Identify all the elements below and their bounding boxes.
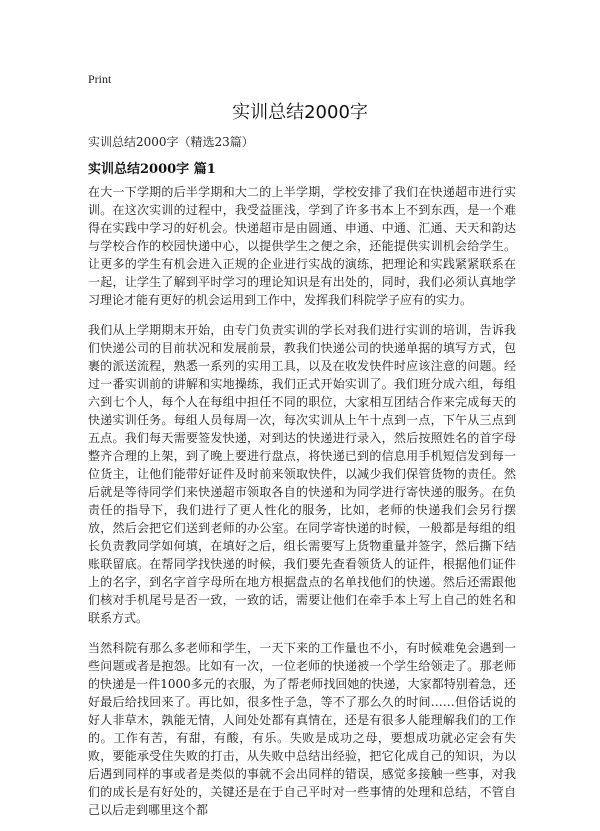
page-title: 实训总结2000字	[232, 102, 368, 123]
paragraph-3: 当然科院有那么多老师和学生，一天下来的工作量也不小，有时候难免会遇到一些问题或者是抱怨。比如有一次，一位老师的快递被一个学生给领走了。那老师的快递是一件1000多元的衣服，为了帮老师找回她的快递，大家都特别着急，还好最后给找回来了。再比如，很多性子急，等不了那么久的时间……但俗话说的好人非草木，孰能无情，人间处处都有真情在，还是有很多人能理解我们的工作的。工作有苦，有甜，有酸，有乐。失败是成功之母，要想成功就必定会有失败，要能承受住失败的打击，从失败中总结出经验，把它化成自己的知识，为以后遇到同样的事或者是类似的事就不会出同样的错误，感觉多接触一些事，对我们的成长是有好处的，关键还是在于自己平时对一些事情的处理和总结，不管自己以后走到哪里这个都	[88, 641, 516, 817]
paragraph-1: 在大一下学期的后半学期和大二的上半学期，学校安排了我们在快递超市进行实训。在这次实训的过程中，我受益匪浅，学到了许多书本上不到东西，是一个难得在实践中学习的好机会。快递超市是由圆通、申通、中通、汇通、天天和韵达与学校合作的校园快递中心，以提供学生之便之余，还能提供实训机会给学生。让更多的学生有机会进入正规的企业进行实战的演练，把理论和实践紧紧联系在一起，让学生了解到平时学习的理论知识是有出处的，同时，我们必须认真地学习理论才能有更好的机会运用到工作中，发挥我们科院学子应有的实力。	[88, 185, 516, 307]
print-label: Print	[88, 72, 112, 86]
paragraph-2: 我们从上学期期末开始，由专门负责实训的学长对我们进行实训的培训，告诉我们快递公司的目前状况和发展前景，教我们快递公司的快递单据的填写方式，包裹的派送流程，熟悉一系列的实用工具，以及在收发快件时应该注意的问题。经过一番实训前的讲解和实地操练，我们正式开始实训了。我们班分成六组，每组六到七个人，每个人在每组中担任不同的职位，大家相互团结合作来完成每天的快递实训任务。每组人员每周一次，每次实训从上午十点到一点，下午从三点到五点。我们每天需要签发快递，对到达的快递进行录入，然后按照姓名的首字母整齐合理的上架，到了晚上要进行盘点，将快递已到的信息用手机短信发到每一位货主，让他们能带好证件及时前来领取快件，以减少我们保管货物的责任。然后就是等待同学们来快递超市领取各自的快递和为同学进行寄快递的服务。在负责任的指导下，我们进行了更人性化的服务，比如，老师的快递我们会另行摆放，然后会把它们送到老师的办公室。在同学寄快递的时候，一般都是每组的组长负责教同学如何填，在填好之后，组长需要写上货物重量并签字，然后撕下结账联留底。在帮同学找快递的时候，我们要先查看领货人的证件，根据他们证件上的名字，到名字首字母所在地方根据盘点的名单找他们的快递。然后还需跟他们核对手机尾号是否一致，一致的话，需要让他们在牵手本上写上自己的姓名和联系方式。	[88, 323, 516, 625]
document-subtitle: 实训总结2000字（精选23篇）	[88, 135, 254, 149]
section-heading: 实训总结2000字 篇1	[88, 162, 216, 177]
article-body	[88, 183, 516, 831]
